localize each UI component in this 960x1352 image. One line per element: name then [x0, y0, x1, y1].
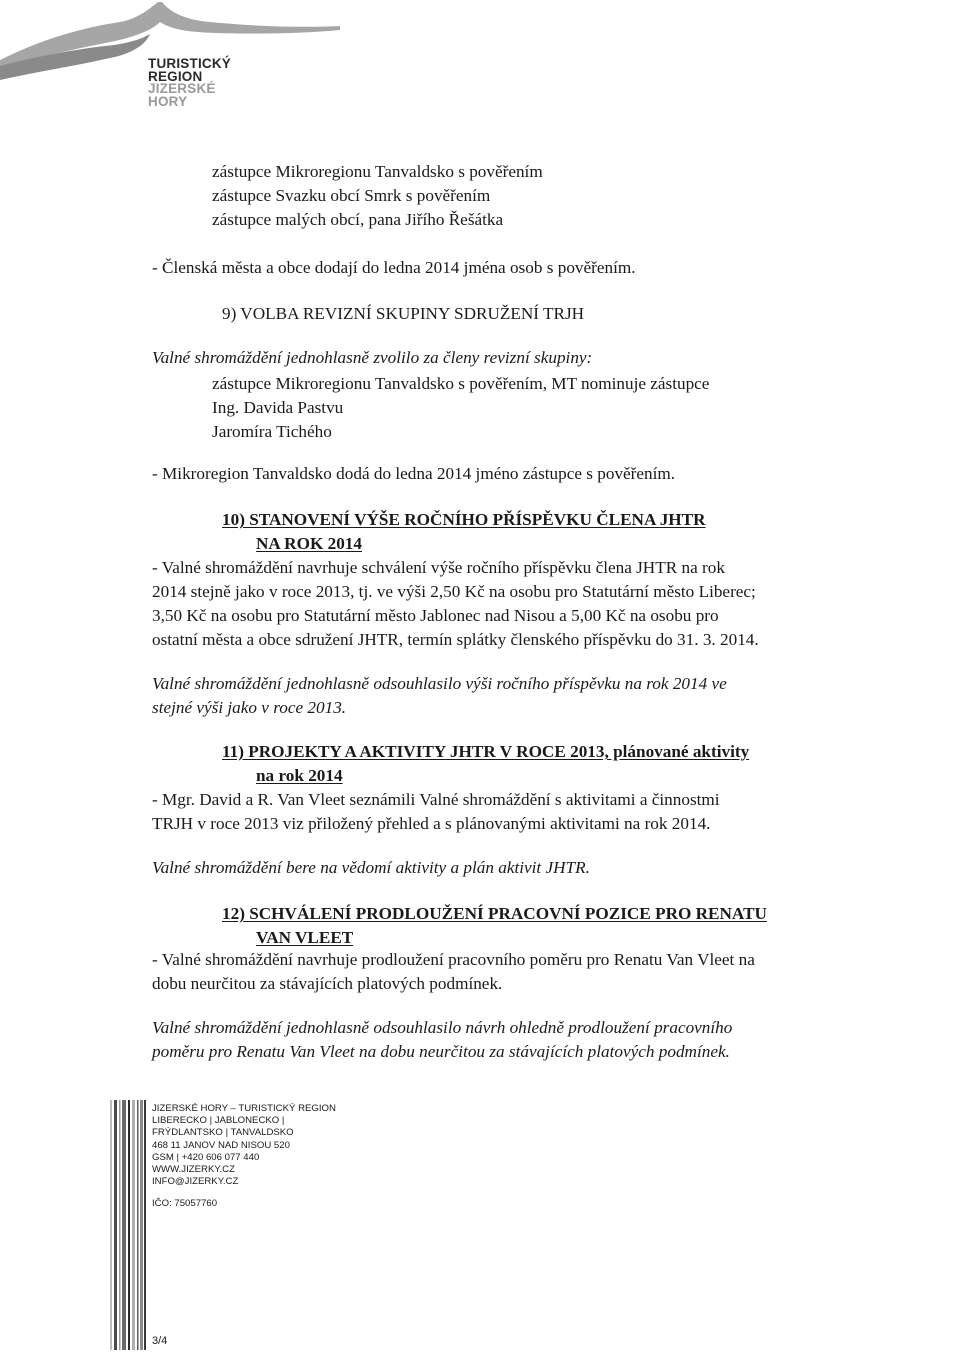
intro-note: - Členská města a obce dodají do ledna 2014 jména osob s pověřením. [152, 258, 636, 277]
section-12-body: dobu neurčitou za stávajících platových podmínek. [152, 974, 503, 993]
section-9-member: zástupce Mikroregionu Tanvaldsko s pověřením, MT nominuje zástupce [212, 374, 710, 393]
section-10-body: 2014 stejně jako v roce 2013, tj. ve výši 2,50 Kč na osobu pro Statutární město Liberec; [152, 582, 756, 601]
footer-line: LIBERECKO | JABLONECKO | [152, 1115, 285, 1127]
section-12-resolution: Valné shromáždění jednohlasně odsouhlasilo návrh ohledně prodloužení pracovního [152, 1018, 733, 1037]
section-10-body: 3,50 Kč na osobu pro Statutární město Jablonec nad Nisou a 5,00 Kč na osobu pro [152, 606, 719, 625]
section-9-resolution: Valné shromáždění jednohlasně zvolilo za členy revizní skupiny: [152, 348, 593, 367]
section-11-heading: 11) PROJEKTY A AKTIVITY JHTR V ROCE 2013, plánované aktivity [222, 742, 750, 761]
section-9-member: Ing. Davida Pastvu [212, 398, 344, 417]
page-number: 3/4 [152, 1335, 168, 1347]
section-12-heading-cont: VAN VLEET [256, 928, 354, 947]
section-11-body: - Mgr. David a R. Van Vleet seznámili Valné shromáždění s aktivitami a činnostmi [152, 790, 720, 809]
intro-line: zástupce Svazku obcí Smrk s pověřením [212, 186, 491, 205]
section-11-resolution: Valné shromáždění bere na vědomí aktivity a plán aktivit JHTR. [152, 858, 590, 877]
section-9-heading: 9) VOLBA REVIZNÍ SKUPINY SDRUŽENÍ TRJH [222, 304, 585, 323]
footer-stripes-icon [110, 1100, 146, 1350]
logo-line: JIZERSKÉ [148, 81, 216, 96]
section-9-member: Jaromíra Tichého [212, 422, 332, 441]
logo-line: HORY [148, 93, 188, 109]
logo-line: REGION [148, 68, 203, 84]
section-10-body: - Valné shromáždění navrhuje schválení výše ročního příspěvku člena JHTR na rok [152, 558, 725, 577]
footer-website[interactable]: WWW.JIZERKY.CZ [152, 1164, 235, 1176]
section-12-heading: 12) SCHVÁLENÍ PRODLOUŽENÍ PRACOVNÍ POZICE PRO RENATU [222, 904, 767, 923]
logo-text [148, 58, 231, 108]
section-12-resolution: poměru pro Renatu Van Vleet na dobu neurčitou za stávajících platových podmínek. [152, 1042, 730, 1061]
footer-line: JIZERSKÉ HORY – TURISTICKÝ REGION [152, 1103, 336, 1114]
footer-contact [152, 1103, 336, 1211]
logo-line: TURISTICKÝ [148, 56, 231, 71]
intro-line: zástupce malých obcí, pana Jiřího Řešátka [212, 210, 504, 229]
footer-line: 468 11 JANOV NAD NISOU 520 [152, 1139, 290, 1151]
intro-line: zástupce Mikroregionu Tanvaldsko s pověřením [212, 162, 543, 181]
section-10-body: ostatní města a obce sdružení JHTR, termín splátky členského příspěvku do 31. 3. 2014. [152, 630, 759, 649]
section-10-heading: 10) STANOVENÍ VÝŠE ROČNÍHO PŘÍSPĚVKU ČLENA JHTR [222, 510, 706, 529]
region-logo [0, 0, 340, 120]
section-10-resolution: Valné shromáždění jednohlasně odsouhlasilo výši ročního příspěvku na rok 2014 ve [152, 674, 727, 693]
section-11-body: TRJH v roce 2013 viz přiložený přehled a s plánovanými aktivitami na rok 2014. [152, 814, 711, 833]
footer-line: FRÝDLANTSKO | TANVALDSKO [152, 1127, 294, 1139]
section-9-note: - Mikroregion Tanvaldsko dodá do ledna 2014 jméno zástupce s pověřením. [152, 464, 676, 483]
section-10-resolution: stejné výši jako v roce 2013. [152, 698, 347, 717]
section-10-heading-cont: NA ROK 2014 [256, 534, 362, 553]
footer-line: GSM | +420 606 077 440 [152, 1151, 260, 1163]
section-12-body: - Valné shromáždění navrhuje prodloužení pracovního poměru pro Renatu Van Vleet na [152, 950, 755, 969]
footer-email[interactable]: INFO@JIZERKY.CZ [152, 1176, 239, 1188]
footer-ico: IČO: 75057760 [152, 1198, 218, 1210]
section-11-heading-cont: na rok 2014 [256, 766, 343, 785]
